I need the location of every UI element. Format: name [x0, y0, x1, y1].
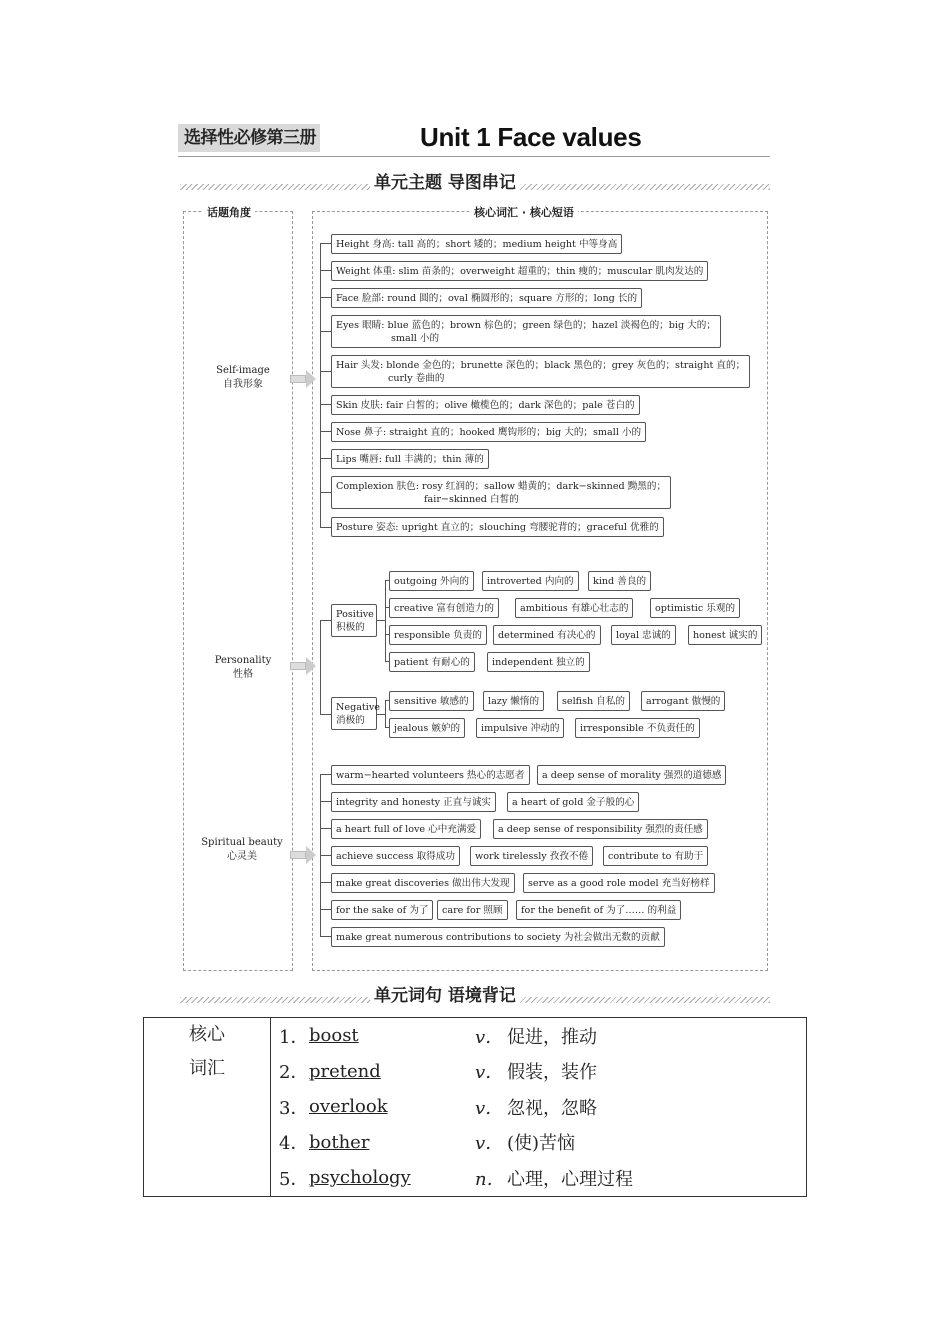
vocab-row	[279, 1125, 806, 1161]
self-image-posture: Posture 姿态: upright 直立的；slouching 弯腰驼背的；graceful 优雅的	[331, 517, 664, 537]
self-image-eyes: Eyes 眼睛: blue 蓝色的；brown 棕色的；green 绿色的；hazel 淡褐色的；big 大的； small 小的	[331, 315, 721, 348]
core-vocab-heading: 核心词汇 · 核心短语	[470, 204, 578, 220]
arrow-right-icon	[290, 846, 316, 864]
trait-positive: independent 独立的	[487, 652, 590, 672]
vocab-row	[279, 1089, 806, 1125]
core-vocab-table	[143, 1017, 807, 1197]
arrow-right-icon	[290, 657, 316, 675]
spiritual-phrase: contribute to 有助于	[603, 846, 708, 866]
branch-line	[320, 620, 321, 715]
trait-negative: selfish 自私的	[557, 691, 630, 711]
self-image-lips: Lips 嘴唇: full 丰满的；thin 薄的	[331, 449, 489, 469]
personality-negative-node: Negative 消极的	[331, 697, 377, 730]
spiritual-phrase: a deep sense of morality 强烈的道德感	[537, 765, 726, 785]
spiritual-phrase: achieve success 取得成功	[331, 846, 460, 866]
spiritual-phrase: integrity and honesty 正直与诚实	[331, 792, 496, 812]
vocab-pos: v．	[475, 1133, 504, 1155]
trait-positive: patient 有耐心的	[389, 652, 475, 672]
self-image-hair: Hair 头发: blonde 金色的；brunette 深色的；black 黑色的；grey 灰色的；straight 直的； curly 卷曲的	[331, 355, 750, 388]
vocab-list	[271, 1018, 807, 1197]
trait-positive: optimistic 乐观的	[650, 598, 740, 618]
trait-positive: determined 有决心的	[493, 625, 601, 645]
vocab-meaning: 心理，心理过程	[507, 1168, 633, 1190]
spiritual-phrase: care for 照顾	[437, 900, 508, 920]
trait-negative: lazy 懒惰的	[483, 691, 544, 711]
vocab-word: pretend	[309, 1060, 381, 1082]
branch-line	[385, 580, 386, 662]
vocab-meaning: 促进，推动	[507, 1026, 597, 1048]
self-image-skin: Skin 皮肤: fair 白皙的；olive 橄榄色的；dark 深色的；pale 苍白的	[331, 395, 640, 415]
vocab-pos: v．	[475, 1062, 504, 1084]
trait-positive: responsible 负责的	[389, 625, 487, 645]
unit-title: Unit 1 Face values	[420, 122, 642, 152]
category-spiritual-beauty: Spiritual beauty 心灵美	[201, 837, 283, 862]
branch-tick	[377, 620, 385, 621]
vocab-number: 5．	[279, 1168, 309, 1190]
vocab-pos: v．	[475, 1026, 504, 1048]
trait-negative: jealous 嫉妒的	[389, 718, 465, 738]
spiritual-phrase: for the benefit of 为了…… 的利益	[516, 900, 681, 920]
vocab-meaning: 假装，装作	[507, 1062, 597, 1084]
trait-negative: sensitive 敏感的	[389, 691, 474, 711]
trait-negative: irresponsible 不负责任的	[575, 718, 700, 738]
vocab-row	[279, 1018, 806, 1054]
vocab-row	[279, 1160, 806, 1196]
personality-positive-node: Positive 积极的	[331, 604, 377, 637]
spiritual-phrase: make great discoveries 做出伟大发现	[331, 873, 515, 893]
trait-positive: ambitious 有雄心壮志的	[515, 598, 633, 618]
trait-positive: creative 富有创造力的	[389, 598, 499, 618]
spiritual-phrase: a heart of gold 金子般的心	[507, 792, 639, 812]
trait-positive: loyal 忠诚的	[611, 625, 676, 645]
trait-positive: honest 诚实的	[688, 625, 762, 645]
self-image-nose: Nose 鼻子: straight 直的；hooked 鹰钩形的；big 大的；small 小的	[331, 422, 646, 442]
vocab-pos: n．	[475, 1168, 505, 1190]
vocab-word: bother	[309, 1131, 370, 1153]
vocab-row	[279, 1054, 806, 1090]
spiritual-phrase: warm−hearted volunteers 热心的志愿者	[331, 765, 530, 785]
category-personality: Personality 性格	[214, 655, 272, 680]
vocab-number: 3．	[279, 1097, 309, 1119]
self-image-complexion: Complexion 肤色: rosy 红润的；sallow 蜡黄的；dark−skinned 黝黑的； fair−skinned 白皙的	[331, 476, 671, 509]
arrow-right-icon	[290, 370, 316, 388]
trait-negative: arrogant 傲慢的	[641, 691, 725, 711]
branch-line	[320, 243, 321, 527]
self-image-face: Face 脸部: round 圆的；oval 椭圆形的；square 方形的；long 长的	[331, 288, 642, 308]
branch-line	[385, 700, 386, 728]
vocab-number: 4．	[279, 1133, 309, 1155]
branch-tick	[377, 714, 385, 715]
vocab-number: 1．	[279, 1026, 309, 1048]
section-title-mindmap: 单元主题 导图串记	[370, 168, 520, 193]
book-volume-tag: 选择性必修第三册	[178, 124, 320, 152]
trait-positive: introverted 内向的	[482, 571, 579, 591]
spiritual-phrase: a heart full of love 心中充满爱	[331, 819, 481, 839]
spiritual-phrase: serve as a good role model 充当好榜样	[523, 873, 715, 893]
vocab-word: psychology	[309, 1167, 411, 1189]
spiritual-phrase: for the sake of 为了	[331, 900, 433, 920]
vocab-meaning: 忽视，忽略	[507, 1097, 597, 1119]
vocab-word: overlook	[309, 1096, 388, 1118]
trait-positive: outgoing 外向的	[389, 571, 474, 591]
category-self-image: Self-image 自我形象	[216, 365, 270, 390]
vocab-number: 2．	[279, 1062, 309, 1084]
title-divider	[178, 156, 770, 157]
section-title-vocab: 单元词句 语境背记	[370, 981, 520, 1006]
trait-positive: kind 善良的	[588, 571, 651, 591]
self-image-height: Height 身高: tall 高的；short 矮的；medium height 中等身高	[331, 234, 622, 254]
vocab-category-label: 核心 词汇	[144, 1018, 271, 1197]
spiritual-phrase: a deep sense of responsibility 强烈的责任感	[493, 819, 708, 839]
spiritual-phrase: make great numerous contributions to society 为社会做出无数的贡献	[331, 927, 665, 947]
trait-negative: impulsive 冲动的	[476, 718, 564, 738]
spiritual-phrase: work tirelessly 孜孜不倦	[470, 846, 593, 866]
vocab-pos: v．	[475, 1097, 504, 1119]
vocab-word: boost	[309, 1025, 359, 1047]
self-image-weight: Weight 体重: slim 苗条的；overweight 超重的；thin 瘦的；muscular 肌肉发达的	[331, 261, 708, 281]
vocab-meaning: (使)苦恼	[507, 1133, 576, 1155]
topic-angle-heading: 话题角度	[203, 204, 255, 220]
